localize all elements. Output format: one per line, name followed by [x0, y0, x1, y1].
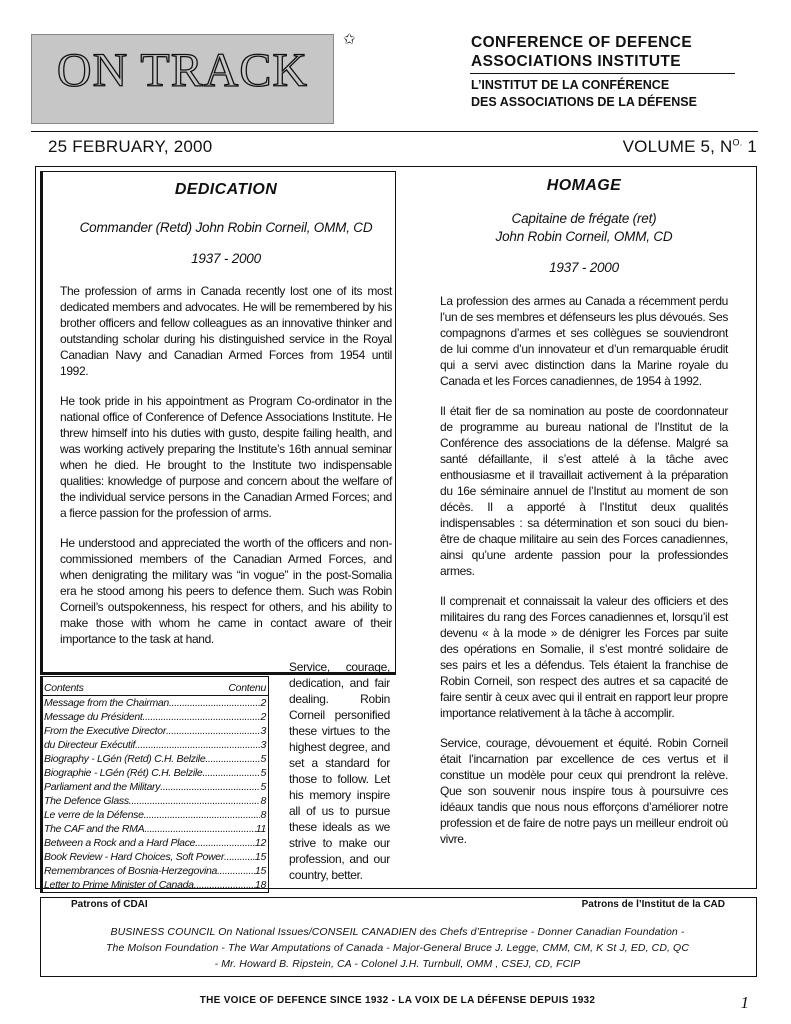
organization-name-english	[471, 33, 692, 71]
toc-item	[43, 738, 268, 752]
english-heading: DEDICATION	[174, 181, 278, 198]
issue-volume	[623, 137, 757, 157]
header-divider	[31, 131, 758, 132]
toc-heading-french: Contenu	[228, 682, 266, 694]
english-years: 1937 - 2000	[191, 251, 261, 266]
toc-item-title: Between a Rock and a Hard Place	[44, 837, 196, 849]
french-paragraph-4: Service, courage, dévouement et équité. Robin Corneil était l’incarnation par excellence de ces vertus et il constitue un modèle pour ceux qui prendront la relève. Que son souvenir nous inspire tous à poursuivre ces idéaux tandis que nous nous efforçons d’améliorer notre profession et de faire de notre pays un meilleur endroit où vivre.	[440, 736, 728, 846]
french-years: 1937 - 2000	[549, 260, 619, 275]
english-paragraph-1: The profession of arms in Canada recently lost one of its most dedicated members and advocates. He will be remembered by his brother officers and fellow colleagues as an innovative thinker and outstanding scholar during his distinguished service in the Royal Canadian Navy and Canadian Armed Forces from 1954 until 1992.	[60, 284, 392, 378]
toc-item	[43, 808, 268, 822]
toc-item	[43, 752, 268, 766]
toc-leader-dots	[129, 794, 261, 808]
english-closing-paragraph: Service, courage, dedication, and fair dealing. Robin Corneil personified these virtues to the highest degree, and set a standard for those to follow. Let his memory inspire all of us to pursue these ideals as we strive to make our profession, and our country, better.	[289, 660, 390, 882]
toc-heading-english: Contents	[44, 682, 84, 694]
masthead-box	[31, 34, 334, 124]
toc-item-page: 3	[260, 739, 266, 751]
toc-item-title: Letter to Prime Minister of Canada	[44, 879, 194, 891]
toc-item-title: Book Review - Hard Choices, Soft Power	[44, 851, 225, 863]
toc-item	[43, 696, 268, 710]
toc-item-title: Message from the Chairman	[44, 697, 169, 709]
toc-item-title: The Defence Glass	[44, 795, 129, 807]
toc-item-title: Message du Président	[44, 711, 143, 723]
toc-item-title: Parliament and the Military	[44, 781, 161, 793]
french-paragraph-2: Il était fier de sa nomination au poste de coordonnateur de programme au bureau national de l’Institut de la Conférence des associations de la défense. Malgré sa santé défaillante, il s’est attelé à la tâche avec enthousiasme et il travaillait activement à la préparation du 16e séminaire annuel de l’Institut au moment de son décès. Il a apporté à l’Institut deux qualités indispensables : sa détermination et son souci du bien-être de chaque militaire au sein des Forces canadiennes, ainsi qu’une ardente passion pour la professiondes armes.	[440, 404, 728, 578]
newsletter-title: ON TRACK	[56, 44, 309, 97]
english-paragraph-2: He took pride in his appointment as Program Co-ordinator in the national office of Conference of Defence Associations Institute. He threw himself into his duties with gusto, despite failing health, and was working actively preparing the Institute’s 16th annual seminar when he died. He brought to the Institute two indispensable qualities: knowledge of purpose and concern about the welfare of the individual service persons in the Canadian Armed Forces; and a fierce passion for the profession of arms.	[60, 394, 392, 520]
table-of-contents	[40, 676, 269, 893]
toc-item-title: Biography - LGén (Retd) C.H. Belzile	[44, 753, 206, 765]
english-article	[60, 182, 392, 647]
toc-leader-dots	[135, 738, 260, 752]
toc-leader-dots	[194, 878, 255, 892]
toc-item	[43, 766, 268, 780]
toc-item-page: 11	[255, 823, 266, 835]
french-paragraph-3: Il comprenait et connaissait la valeur des officiers et des militaires du rang des Forces canadiennes et, lorsqu’il est devenu « à la mode » de dénigrer les Forces par suite des opérations en Somalie, il s’est montré solidaire de ses pairs et les a défendus. Tels étaient la franchise de Robin Corneil, son respect des autres et sa capacité de faire sentir à ceux avec qui il entrait en rapport leur propre importance relativement à la tâche à accomplir.	[440, 594, 728, 720]
org-fr-line-2: DES ASSOCIATIONS DE LA DÉFENSE	[471, 95, 697, 109]
toc-item	[43, 850, 268, 864]
toc-item	[43, 878, 268, 892]
toc-leader-dots	[166, 724, 260, 738]
toc-item-title: Biographie - LGén (Rét) C.H. Belzile	[44, 767, 203, 779]
toc-item-page: 2	[260, 697, 266, 709]
toc-item-page: 12	[254, 837, 266, 849]
toc-item-title: The CAF and the RMA	[44, 823, 145, 835]
footer-slogan: THE VOICE OF DEFENCE SINCE 1932 - LA VOIX DE LA DÉFENSE DEPUIS 1932	[199, 995, 596, 1006]
toc-item-page: 15	[254, 851, 266, 863]
volume-label: VOLUME 5, N	[622, 137, 733, 156]
french-heading: HOMAGE	[546, 177, 622, 194]
toc-item	[43, 864, 268, 878]
toc-item-page: 5	[260, 753, 266, 765]
toc-item-page: 18	[254, 879, 266, 891]
organization-name-french	[471, 77, 697, 111]
toc-item	[43, 710, 268, 724]
toc-leader-dots	[169, 696, 260, 710]
toc-leader-dots	[224, 850, 255, 864]
toc-item-page: 5	[260, 781, 266, 793]
toc-item-page: 8	[260, 809, 266, 821]
french-paragraph-1: La profession des armes au Canada a récemment perdu l’un de ses membres et défenseurs les plus dévoués. Ses compagnons d’armes et ses collègues se souviendront de lui comme d’un innovateur et d’un remarquable érudit qui a servi avec distinction dans la Marine royale du Canada et les Forces canadiennes, de 1954 à 1992.	[440, 294, 728, 388]
toc-header	[43, 677, 268, 696]
toc-item-page: 2	[260, 711, 266, 723]
toc-leader-dots	[195, 836, 255, 850]
toc-leader-dots	[205, 752, 260, 766]
toc-item-page: 5	[260, 767, 266, 779]
toc-item	[43, 822, 268, 836]
volume-number: 1	[742, 137, 757, 156]
patrons-line-3: - Mr. Howard B. Ripstein, CA - Colonel J.H. Turnbull, OMM , CSEJ, CD, FCIP	[214, 958, 581, 970]
toc-item	[43, 794, 268, 808]
toc-item-title: Le verre de la Défense	[44, 809, 144, 821]
english-paragraph-3: He understood and appreciated the worth of the officers and non-commissioned members of the Canadian Armed Forces, and when denigrating the military was “in vogue” in the post-Somalia era he stood among his peers to defence them. Such was Robin Corneil’s outspokenness, his respect for others, and his ability to make those with whom he came in contact aware of their importance to the task at hand.	[60, 536, 392, 646]
page-number: 1	[740, 993, 749, 1012]
toc-leader-dots	[144, 808, 261, 822]
toc-leader-dots	[202, 766, 260, 780]
french-honoree-name: John Robin Corneil, OMM, CD	[495, 229, 673, 244]
toc-item-page: 8	[260, 795, 266, 807]
patrons-line-2: The Molson Foundation - The War Amputations of Canada - Major-General Bruce J. Legge, CMM, CM, K St J, ED, CD, QC	[106, 942, 689, 954]
volume-number-abbrev: O.	[732, 137, 743, 148]
english-honoree-name: Commander (Retd) John Robin Corneil, OMM, CD	[79, 220, 373, 235]
patrons-heading-english: Patrons of CDAI	[71, 899, 148, 910]
toc-item-title: Remembrances of Bosnia-Herzegovina	[44, 865, 218, 877]
toc-item-page: 3	[260, 725, 266, 737]
org-en-line-1: CONFERENCE OF DEFENCE	[471, 34, 693, 51]
org-fr-line-1: L’INSTITUT DE LA CONFÉRENCE	[471, 78, 670, 92]
toc-item-title: From the Executive Director	[44, 725, 167, 737]
toc-item	[43, 836, 268, 850]
patrons-list	[40, 924, 755, 972]
toc-item	[43, 724, 268, 738]
toc-list	[43, 696, 268, 892]
org-divider	[470, 73, 735, 74]
toc-leader-dots	[142, 710, 260, 724]
patrons-heading-french: Patrons de l’Institut de la CAD	[581, 899, 725, 910]
patrons-line-1: BUSINESS COUNCIL On National Issues/CONSEIL CANADIEN des Chefs d’Entreprise - Donner Canadian Foundation -	[110, 926, 685, 938]
toc-item	[43, 780, 268, 794]
toc-leader-dots	[160, 780, 260, 794]
org-en-line-2: ASSOCIATIONS INSTITUTE	[471, 53, 682, 70]
french-article	[440, 178, 728, 847]
toc-leader-dots	[144, 822, 255, 836]
toc-leader-dots	[217, 864, 255, 878]
star-icon: ✩	[343, 31, 356, 48]
french-honoree-rank: Capitaine de frégate (ret)	[511, 211, 657, 226]
toc-item-title: du Directeur Exécutif	[44, 739, 136, 751]
toc-item-page: 15	[254, 865, 266, 877]
issue-date: 25 FEBRUARY, 2000	[48, 137, 213, 156]
